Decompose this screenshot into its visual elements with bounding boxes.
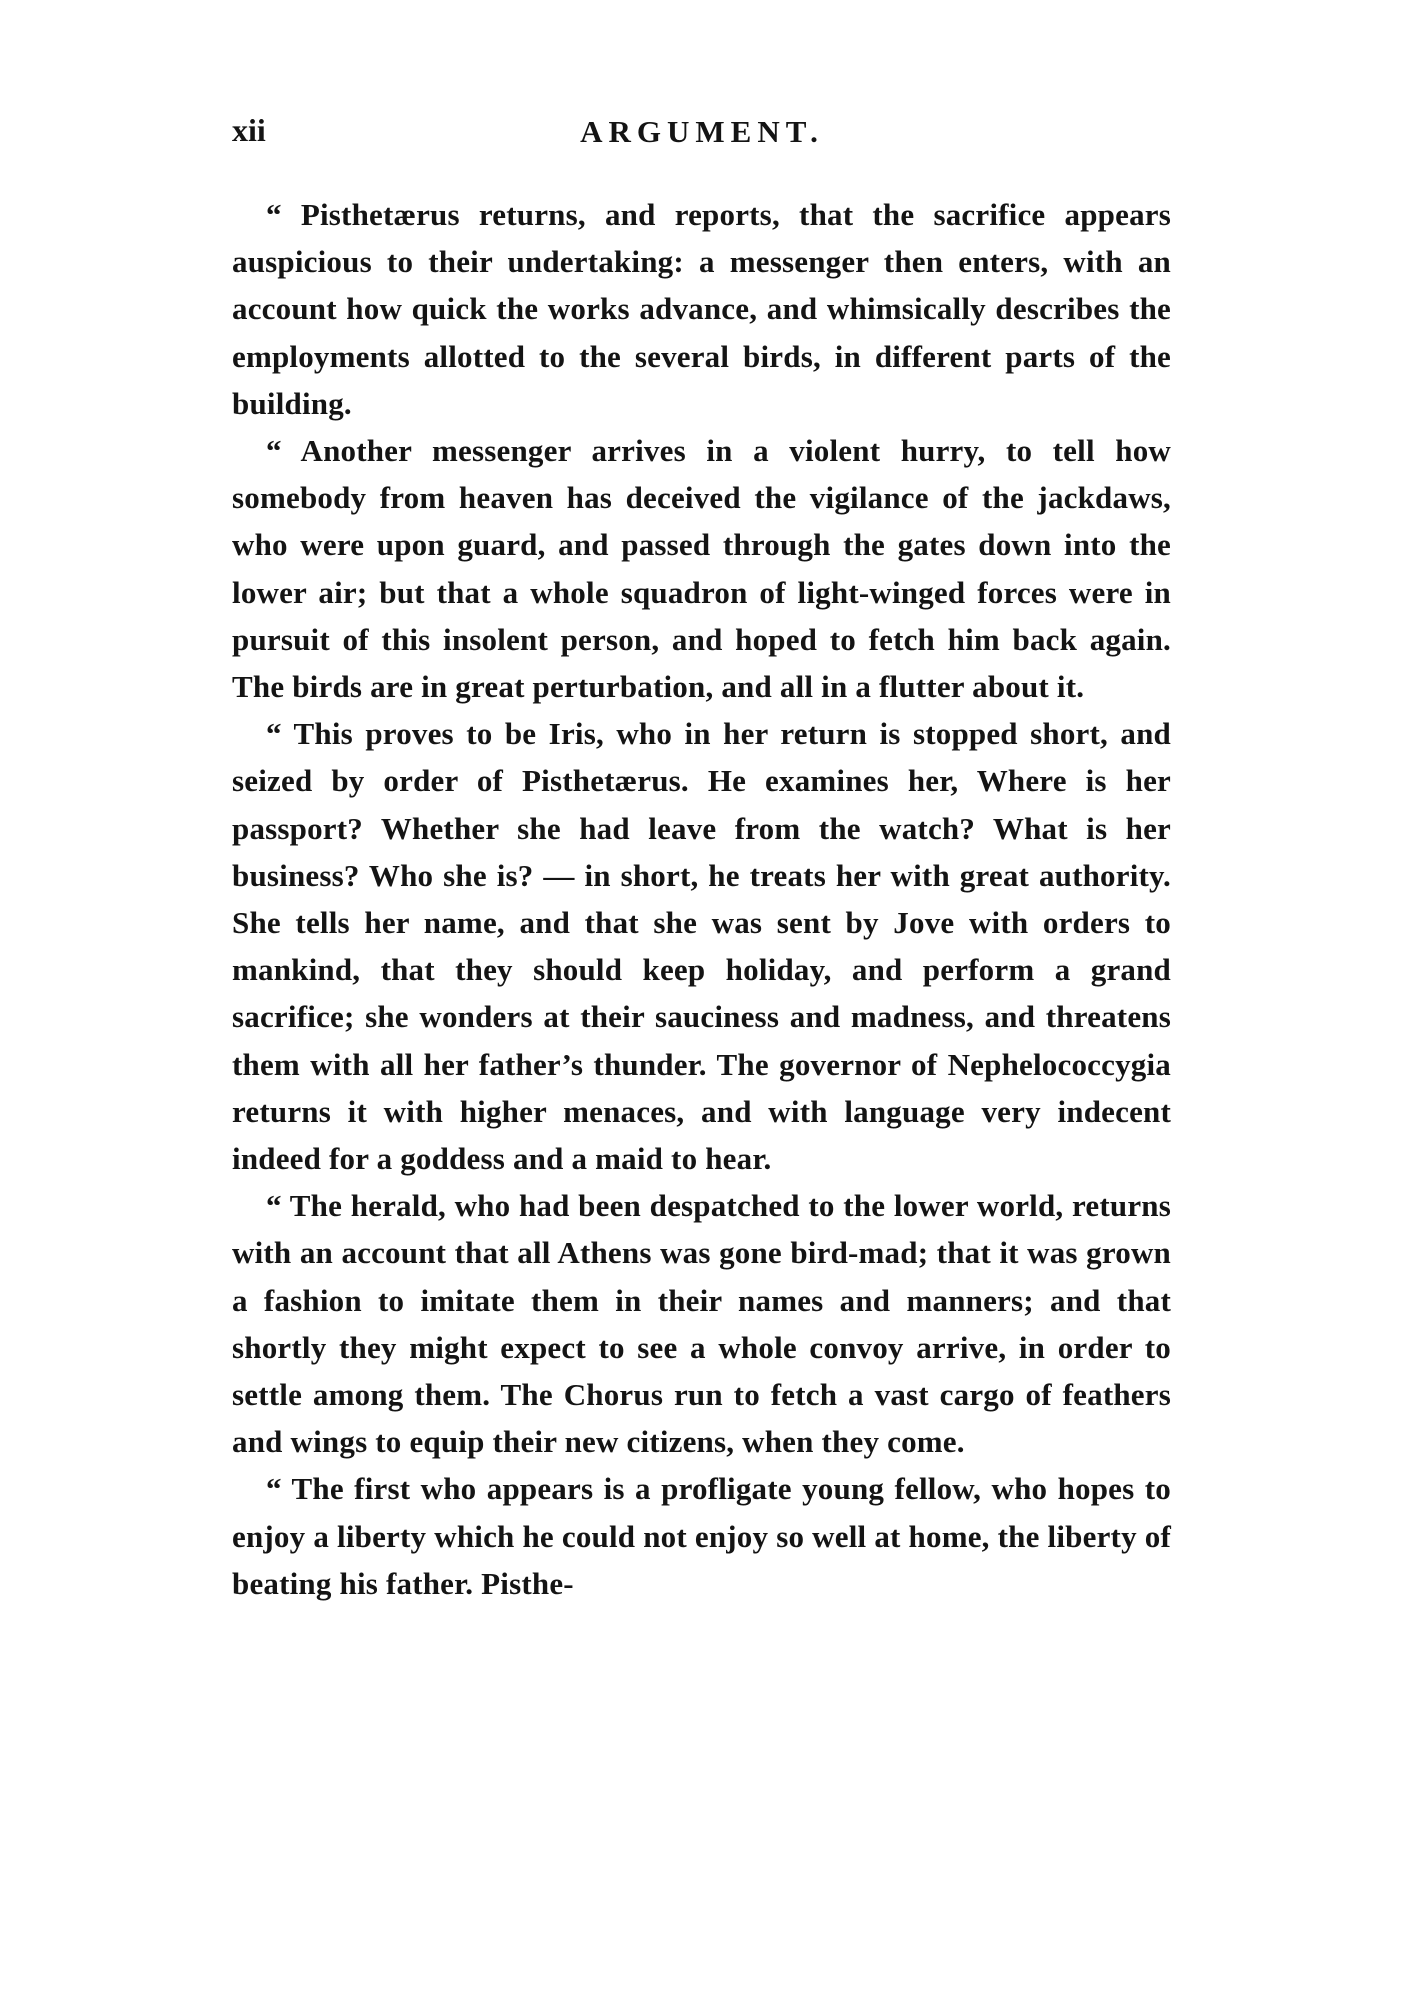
paragraph-sacrifice: “ Pisthetærus returns, and reports, that the sacrifice appears auspicious to their undertaking: a messenger then enters, with an account how quick the works advance, and whimsically describes the employments allotted to the several birds, in different parts of the building. bbox=[232, 197, 1171, 421]
paragraph-messenger: “ Another messenger arrives in a violent hurry, to tell how somebody from heaven has deceived the vigilance of the jackdaws, who were upon guard, and passed through the gates down into the lower air; but that a whole squadron of light-winged forces were in pursuit of this insolent person, and hoped to fetch him back again. The birds are in great perturbation, and all in a flutter about it. bbox=[232, 433, 1171, 705]
paragraph-iris: “ This proves to be Iris, who in her return is stopped short, and seized by order of Pisthetærus. He examines her, Where is her passport? Whether she had leave from the watch? What is her business? Who she is? — in short, he treats her with great authority. She tells her name, and that she was sent by Jove with orders to mankind, that they should keep holiday, and perform a grand sacrifice; she wonders at their sauciness and madness, and threatens them with all her father’s thunder. The governor of Nephelococcygia returns it with higher menaces, and with language very indecent indeed for a goddess and a maid to hear. bbox=[232, 716, 1171, 1177]
paragraph-herald: “ The herald, who had been despatched to the lower world, returns with an account that all Athens was gone bird-mad; that it was grown a fashion to imitate them in their names and manners; and that shortly they might expect to see a whole convoy arrive, in order to settle among them. The Chorus run to fetch a vast cargo of feathers and wings to equip their new citizens, when they come. bbox=[232, 1188, 1171, 1460]
paragraph-young-fellow: “ The first who appears is a profligate young fellow, who hopes to enjoy a liberty which he could not enjoy so well at home, the liberty of beating his father. Pisthe- bbox=[232, 1471, 1171, 1601]
page-number: xii bbox=[232, 112, 266, 148]
running-title: ARGUMENT. bbox=[580, 114, 824, 149]
body-text bbox=[232, 191, 1171, 1607]
page-header bbox=[232, 112, 1172, 162]
